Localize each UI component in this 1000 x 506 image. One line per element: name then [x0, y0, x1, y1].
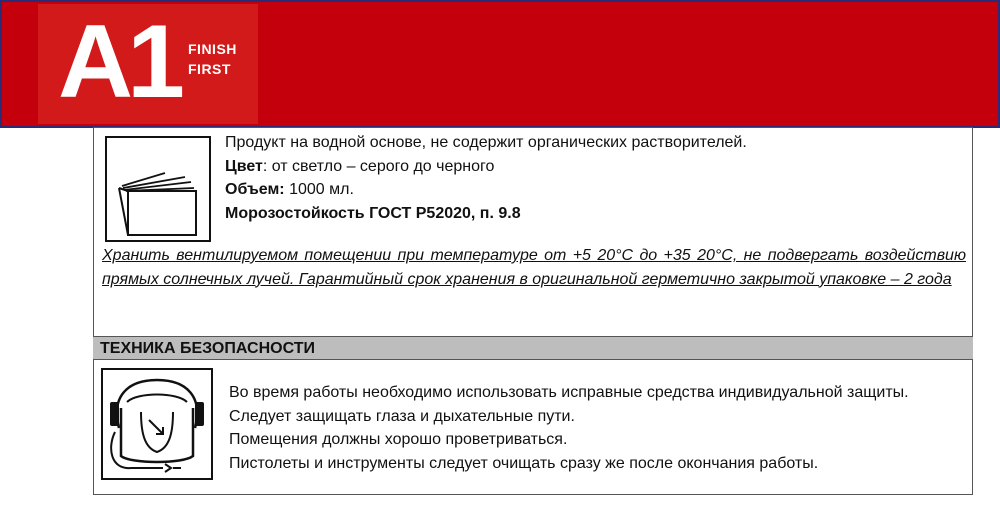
product-color-value: : от светло – серого до черного: [262, 157, 495, 175]
face-shield-icon: [101, 368, 213, 480]
storage-conditions: Хранить вентилируемом помещении при температуре от +5 20°C до +35 20°C, не подвергать воздействию прямых солнечных лучей. Гарантийный срок хранения в оригинальной герметично закрытой упаковке – 2 года: [102, 247, 966, 288]
safety-line: Пистолеты и инструменты следует очищать сразу же после окончания работы.: [229, 454, 819, 472]
product-base-text: Продукт на водной основе, не содержит органических растворителей.: [225, 134, 747, 151]
product-frost-resistance: Морозостойкость ГОСТ Р52020, п. 9.8: [225, 204, 521, 222]
safety-line: Во время работы необходимо использовать исправные средства индивидуальной защиты.: [229, 384, 909, 401]
safety-instructions: [229, 381, 966, 475]
product-color-label: Цвет: [225, 157, 263, 175]
product-volume-value: 1000 мл.: [284, 181, 354, 198]
logo-tagline-line2: FIRST: [188, 61, 231, 77]
logo-mark: A1: [58, 4, 179, 120]
logo-tagline-line1: FINISH: [188, 41, 237, 57]
safety-line: Помещения должны хорошо проветриваться.: [229, 431, 568, 448]
header-banner: [0, 0, 1000, 128]
safety-line: Следует защищать глаза и дыхательные пути.: [229, 407, 575, 425]
product-volume-label: Объем:: [225, 181, 285, 198]
logo-tagline: [188, 39, 237, 79]
brand-logo: [38, 4, 258, 124]
section-header-safety: ТЕХНИКА БЕЗОПАСНОСТИ: [93, 336, 973, 360]
product-volume-line: [225, 178, 965, 202]
product-frost-line: [225, 202, 965, 226]
product-description: [225, 131, 965, 225]
open-book-icon: [105, 136, 211, 242]
product-color-line: [225, 155, 965, 179]
